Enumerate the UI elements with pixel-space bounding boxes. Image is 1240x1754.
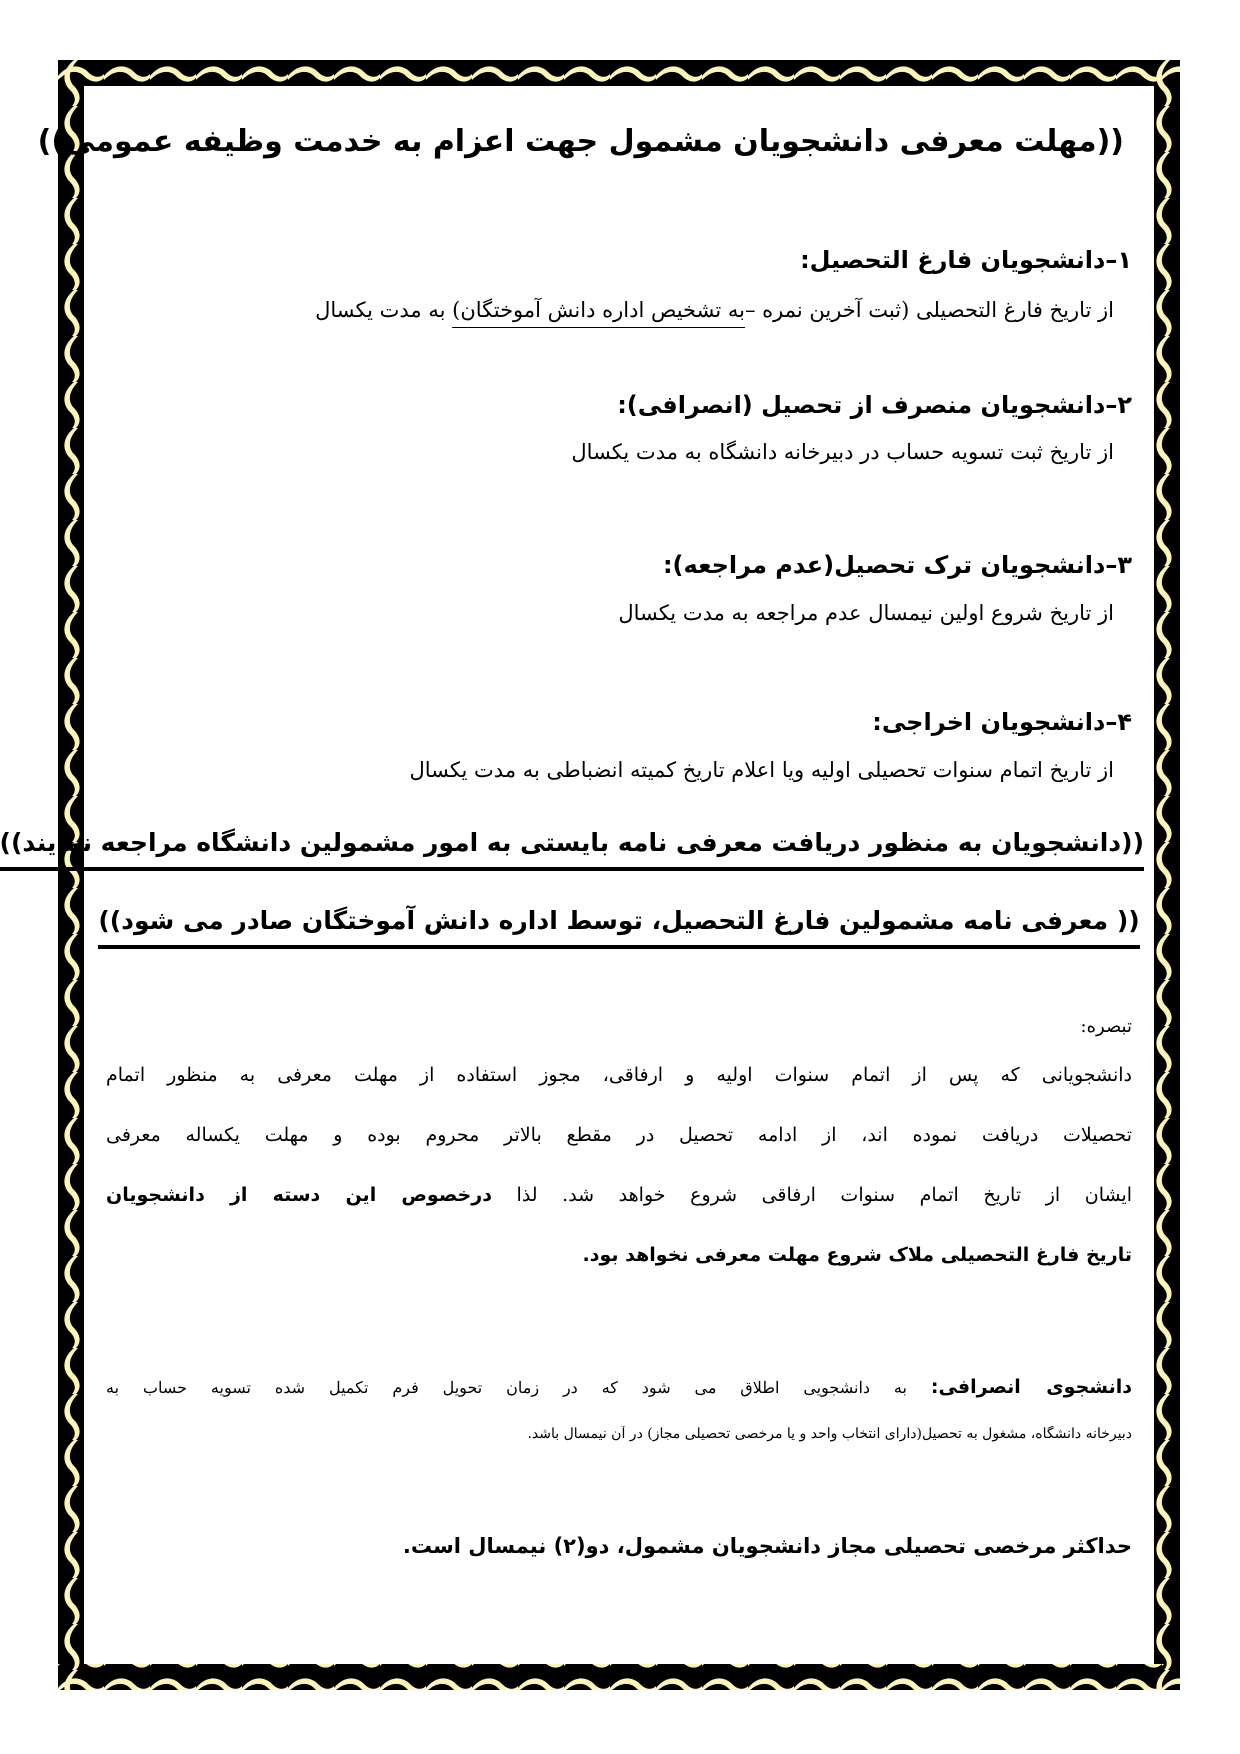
note-text: ایشان از تاریخ اتمام سنوات ارفاقی شروع خواهد شد. لذا (516, 1184, 1132, 1206)
note-line-1: دانشجویانی که پس از اتمام سنوات اولیه و ارفاقی، مجوز استفاده از مهلت معرفی به منظور اتمام (106, 1064, 1132, 1086)
section-heading-dropout: ۳–دانشجویان ترک تحصیل(عدم مراجعه): (662, 551, 1132, 579)
section-body-dropout: از تاریخ شروع اولین نیمسال عدم مراجعه به مدت یکسال (618, 601, 1114, 625)
section-heading-expelled: ۴–دانشجویان اخراجی: (872, 708, 1132, 736)
section-body-graduates (315, 298, 1114, 322)
section-body-text: به مدت یکسال (315, 298, 453, 322)
notice-text: (( معرفی نامه مشمولین فارغ التحصیل، توسط اداره دانش آموختگان صادر می شود)) (98, 906, 1139, 949)
section-body-text: از تاریخ فارغ التحصیلی (ثبت آخرین نمره – (744, 298, 1114, 322)
definition-text: به دانشجویی اطلاق می شود که در زمان تحویل فرم تکمیل شده تسویه حساب به (106, 1378, 931, 1397)
definition-term: دانشجوی انصرافی: (930, 1376, 1132, 1398)
note-emphasis: تاریخ فارغ التحصیلی ملاک شروع مهلت معرفی نخواهد بود. (583, 1244, 1133, 1266)
note-line-2: تحصیلات دریافت نموده اند، از ادامه تحصیل در مقطع بالاتر محروم بوده و مهلت یکساله معرفی (106, 1124, 1132, 1146)
max-leave-statement: حداکثر مرخصی تحصیلی مجاز دانشجویان مشمول، دو(۲) نیمسال است. (402, 1534, 1132, 1558)
underlined-text: به تشخیص اداره دانش آموختگان) (452, 298, 745, 322)
definition-line-1 (106, 1376, 1132, 1398)
notice-graduates-office (94, 906, 1144, 935)
section-body-expelled: از تاریخ اتمام سنوات تحصیلی اولیه ویا اعلام تاریخ کمیته انضباطی به مدت یکسال (409, 758, 1114, 782)
note-line-3 (106, 1184, 1132, 1206)
decorative-border (0, 60, 1180, 1690)
note-label: تبصره: (1080, 1016, 1132, 1037)
notice-text: ((دانشجویان به منظور دریافت معرفی نامه بایستی به امور مشمولین دانشگاه مراجعه نمایند)) (0, 828, 1144, 871)
note-emphasis: درخصوص این دسته از دانشجویان (106, 1184, 492, 1206)
definition-line-2: دبیرخانه دانشگاه، مشغول به تحصیل(دارای انتخاب واحد و یا مرخصی تحصیلی مجاز) در آن نیمسال باشد. (527, 1426, 1132, 1442)
notice-referral (0, 828, 1144, 857)
section-body-withdrawn: از تاریخ ثبت تسویه حساب در دبیرخانه دانشگاه به مدت یکسال (571, 440, 1114, 464)
section-heading-withdrawn: ۲–دانشجویان منصرف از تحصیل (انصرافی): (617, 391, 1132, 419)
section-heading-graduates: ۱–دانشجویان فارغ التحصیل: (800, 246, 1132, 274)
page-body (0, 86, 1154, 1664)
note-line-4 (106, 1244, 1132, 1266)
document-title: ((مهلت معرفی دانشجویان مشمول جهت اعزام به خدمت وظیفه عمومی)) (37, 124, 1124, 159)
